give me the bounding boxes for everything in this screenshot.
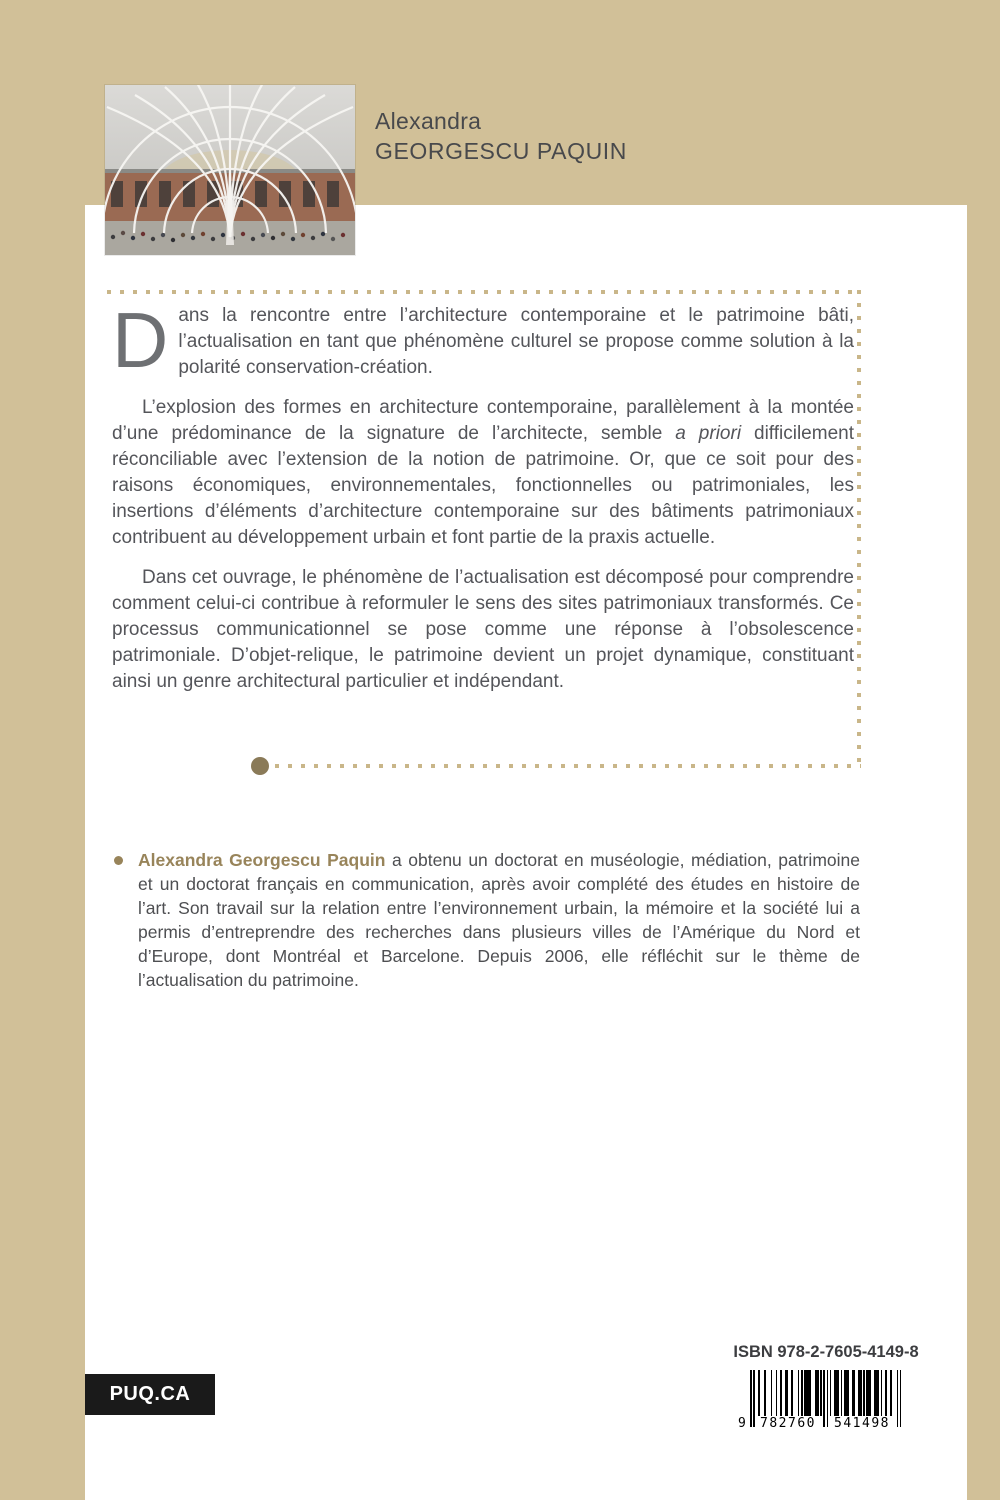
station-photo-illustration [105,85,355,255]
summary-paragraph-1 [112,296,854,384]
summary-paragraph-2-text-a: L’explosion des formes en architecture contemporaine, parallèlement à la montée d’une prédominance de la signature de l’architecte, semble [112,397,854,444]
isbn-label: ISBN 978-2-7605-4149-8 [733,1343,919,1361]
barcode-digit-group1: 782760 [756,1416,820,1431]
author-last-name: GEORGESCU PAQUIN [375,138,627,164]
author-bio [138,848,860,992]
bio-bullet-icon [114,856,123,865]
summary-paragraph-1-text: ans la rencontre entre l’architecture contemporaine et le patrimoine bâti, l’actualisation en tant que phénomène culturel se propose comme solution à la polarité conservation-création. [178,305,854,378]
dotted-border-right [857,290,861,768]
ean13-barcode [740,1368,912,1440]
back-cover-summary [112,296,854,709]
dropcap-letter: D [112,296,169,384]
author-bio-text: a obtenu un doctorat en muséologie, médiation, patrimoine et un doctorat français en communication, après avoir complété des études en histoire de l’art. Son travail sur la relation entre l’environnement urbain, la mémoire et la société lui a permis d’entreprendre des recherches dans plusieurs villes de l’Amérique du Nord et d’Europe, dont Montréal et Barcelone. Depuis 2006, elle réfléchit sur le thème de l’actualisation du patrimoine. [138,850,860,990]
cover-photo [105,85,355,255]
dotted-border-top [107,290,860,294]
barcode-digit-group2: 541498 [830,1416,894,1431]
barcode-digit-lead: 9 [738,1416,746,1431]
summary-paragraph-2-text-b: difficilement réconciliable avec l’extension de la notion de patrimoine. Or, que ce soit pour des raisons économiques, environnementales, fonctionnelles ou patrimoniales, les insertions d’éléments d’architecture contemporaine sur des bâtiments patrimoniaux contribuent au développement urbain et font partie de la praxis actuelle. [112,423,854,548]
summary-paragraph-3: Dans cet ouvrage, le phénomène de l’actualisation est décomposé pour comprendre comment celui-ci contribue à reformuler le sens des sites patrimoniaux transformés. Ce processus communicationnel se pose comme une réponse à l’obsolescence patrimoniale. D’objet-relique, le patrimoine devient un projet dynamique, constituant ainsi un genre architectural particulier et indépendant. [112,567,854,692]
author-first-name: Alexandra [375,108,482,134]
author-name-block [375,106,627,166]
dotted-border-end-dot [251,757,269,775]
author-bio-name: Alexandra Georgescu Paquin [138,850,386,870]
publisher-logo-box: PUQ.CA [85,1374,215,1415]
summary-paragraph-2-italic: a priori [675,423,742,444]
left-band [0,0,85,1500]
right-band [967,0,1000,1500]
dotted-border-bottom [262,764,861,768]
summary-paragraph-2 [112,395,854,551]
